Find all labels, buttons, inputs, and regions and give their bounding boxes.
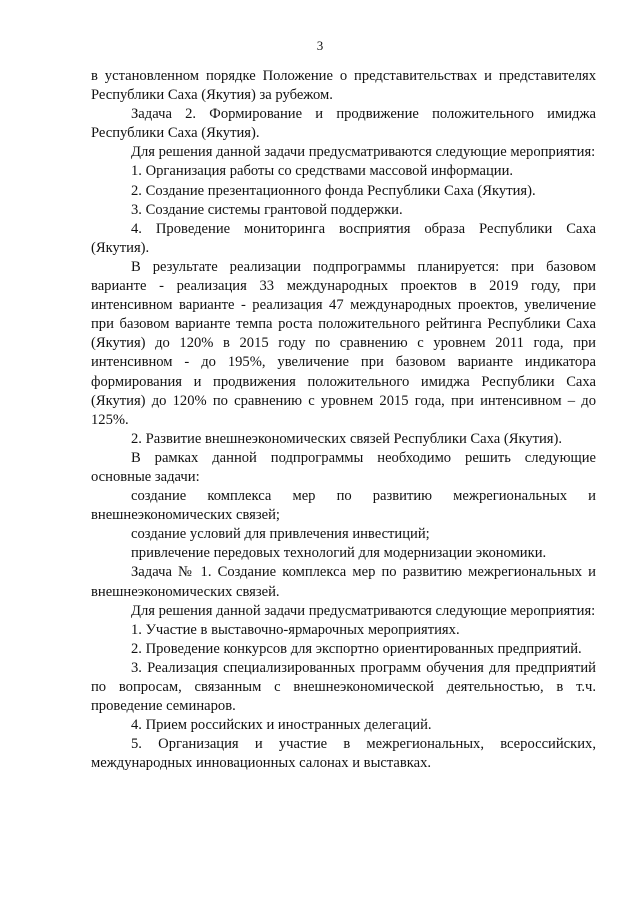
page-number: 3 xyxy=(316,38,324,53)
paragraph-task-2-measures-intro: Для решения данной задачи предусматриваются следующие мероприятия: xyxy=(131,144,596,161)
measure-item-3: 3. Реализация специализированных программ обучения для предприятий по вопросам, связанным с внешнеэкономической деятельностью, в т.ч. проведение семинаров. xyxy=(91,659,596,715)
list-item-1: 1. Организация работы со средствами массовой информации. xyxy=(131,163,514,180)
task-list-item-1: создание комплекса мер по развитию межрегиональных и внешнеэкономических связей; xyxy=(91,488,596,524)
paragraph-regulation: в установленном порядке Положение о представительствах и представителях Республики Саха (Якутия) за рубежом. xyxy=(91,68,596,104)
measure-item-1: 1. Участие в выставочно-ярмарочных мероприятиях. xyxy=(131,621,460,638)
paragraph-subprogram-tasks-intro: В рамках данной подпрограммы необходимо решить следующие основные задачи: xyxy=(91,449,596,485)
paragraph-task-1-heading: Задача № 1. Создание комплекса мер по развитию межрегиональных и внешнеэкономических связей. xyxy=(91,564,596,600)
paragraph-task-2-heading: Задача 2. Формирование и продвижение положительного имиджа Республики Саха (Якутия). xyxy=(91,106,596,142)
measure-item-4: 4. Прием российских и иностранных делегаций. xyxy=(131,717,432,734)
section-heading-foreign-economic: 2. Развитие внешнеэкономических связей Республики Саха (Якутия). xyxy=(131,430,563,447)
measure-item-5: 5. Организация и участие в межрегиональных, всероссийских, международных инновационных салонах и выставках. xyxy=(91,736,596,772)
task-list-item-2: создание условий для привлечения инвестиций; xyxy=(131,526,430,543)
list-item-4: 4. Проведение мониторинга восприятия образа Республики Саха (Якутия). xyxy=(91,220,596,256)
list-item-2: 2. Создание презентационного фонда Республики Саха (Якутия). xyxy=(131,182,536,199)
list-item-3: 3. Создание системы грантовой поддержки. xyxy=(131,201,403,218)
paragraph-expected-results: В результате реализации подпрограммы планируется: при базовом варианте - реализация 33 международных проектов в 2019 году, при интенсивном варианте - реализация 47 международных проектов, увеличение при базовом варианте темпа роста положительного рейтинга Республики Саха (Якутия) до 120% в 2015 году по сравнению с уровнем 2011 года, при интенсивном - до 195%, увеличение при базовом варианте индикатора формирования и продвижения положительного имиджа Республики Саха (Якутия) до 120% по сравнению с уровнем 2015 года, при интенсивном – до 125%. xyxy=(91,258,596,428)
task-list-item-3: привлечение передовых технологий для модернизации экономики. xyxy=(131,545,547,562)
paragraph-task-1-measures-intro: Для решения данной задачи предусматриваются следующие мероприятия: xyxy=(131,602,596,619)
document-body xyxy=(91,67,596,773)
measure-item-2: 2. Проведение конкурсов для экспортно ориентированных предприятий. xyxy=(131,640,582,657)
